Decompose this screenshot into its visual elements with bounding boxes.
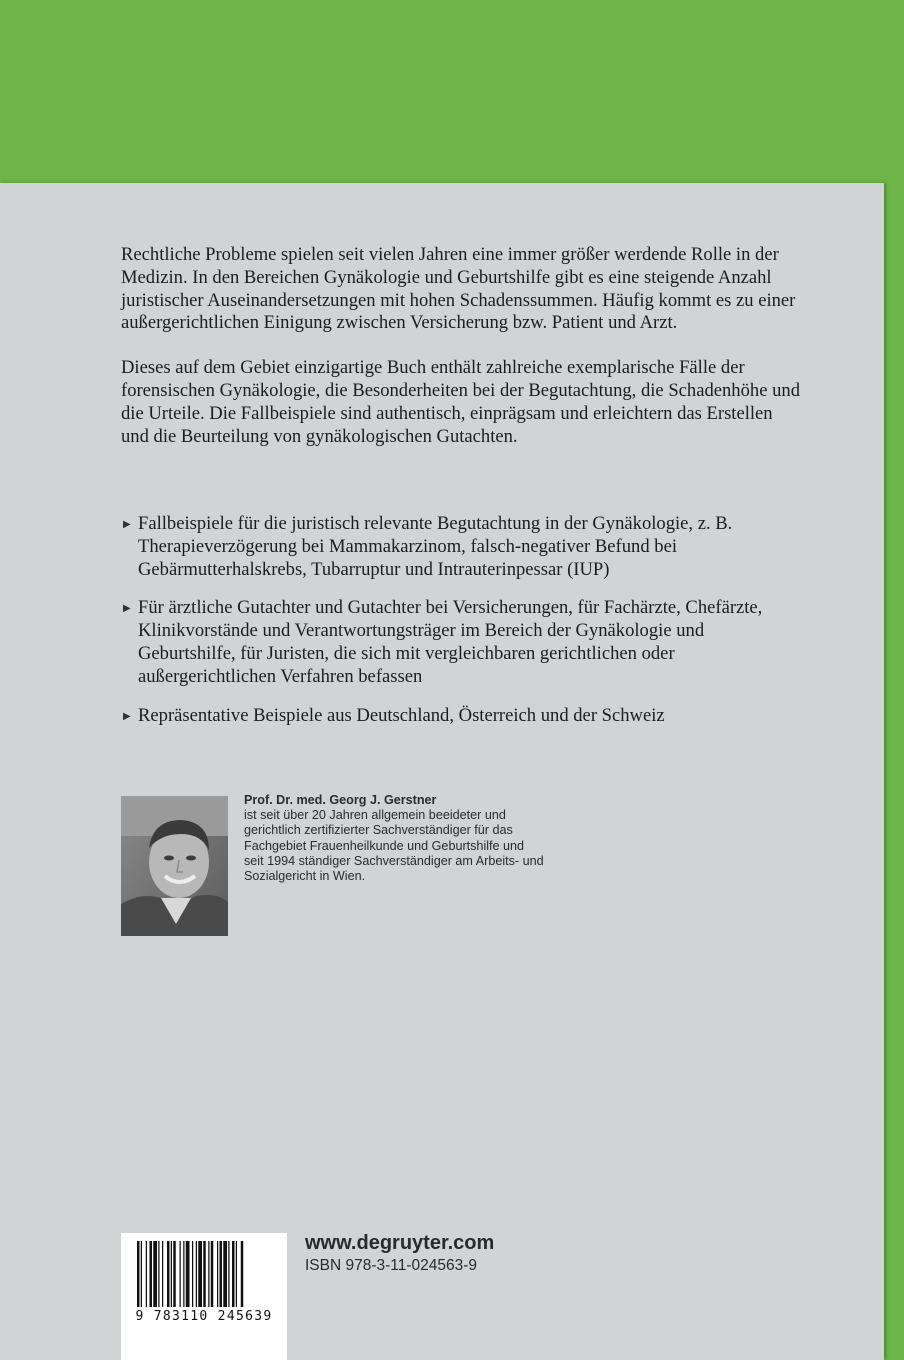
barcode-bar	[162, 1241, 163, 1307]
barcode-bar	[203, 1241, 206, 1307]
barcode-bar	[196, 1241, 197, 1307]
author-name: Prof. Dr. med. Georg J. Gerstner	[244, 793, 437, 807]
barcode-bar	[192, 1241, 193, 1307]
feature-list	[121, 513, 801, 743]
barcode-bar	[198, 1241, 202, 1307]
triangle-bullet-icon: ▶	[123, 603, 131, 615]
barcode-bar	[150, 1241, 153, 1307]
feature-item	[121, 513, 801, 581]
feature-text: Repräsentative Beispiele aus Deutschland, Österreich und der Schweiz	[138, 704, 665, 726]
author-portrait-image	[121, 796, 228, 936]
barcode-bar	[146, 1241, 147, 1307]
barcode-bar	[167, 1241, 170, 1307]
feature-text: Für ärztliche Gutachter und Gutachter bei Versicherungen, für Fachärzte, Chefärzte, Klinikvorstände und Verantwortungsträger im Bereich der Gynäkologie und Geburtshilfe, für Juristen, die sich mit vergleichbaren gerichtlichen oder außergerichtlichen Verfahren befassen	[138, 597, 763, 687]
barcode-bar	[241, 1241, 244, 1307]
isbn-barcode	[121, 1233, 287, 1360]
barcode-bar	[180, 1241, 181, 1307]
barcode-bars	[121, 1233, 287, 1311]
barcode-bar	[236, 1241, 237, 1307]
barcode-bar	[153, 1241, 157, 1307]
barcode-bar	[183, 1241, 184, 1307]
publisher-website[interactable]: www.degruyter.com	[305, 1232, 495, 1254]
author-bio-text: ist seit über 20 Jahren allgemein beeideter und gerichtlich zertifizierter Sachverständiger für das Fachgebiet Frauenheilkunde und Geburtshilfe und seit 1994 ständiger Sachverständiger am Arbeits- und Sozialgericht in Wien.	[244, 808, 544, 884]
blurb-intro	[121, 244, 801, 470]
author-photo	[121, 796, 228, 936]
barcode-bar	[158, 1241, 159, 1307]
barcode-bar	[220, 1241, 223, 1307]
barcode-bar	[137, 1241, 140, 1307]
triangle-bullet-icon: ▶	[123, 710, 131, 722]
barcode-bar	[211, 1241, 214, 1307]
feature-text: Fallbeispiele für die juristisch relevante Begutachtung in der Gynäkologie, z. B. Therapieverzögerung bei Mammakarzinom, falsch-negativer Befund bei Gebärmutterhalskrebs, Tubarruptur und Intrauterinpessar (IUP)	[138, 513, 733, 580]
barcode-bar	[228, 1241, 229, 1307]
barcode-bar	[141, 1241, 142, 1307]
barcode-bar	[217, 1241, 218, 1307]
blurb-paragraph-2: Dieses auf dem Gebiet einzigartige Buch enthält zahlreiche exemplarische Fälle der forensischen Gynäkologie, die Besonderheiten bei der Begutachtung, die Schadenhöhe und die Urteile. Die Fallbeispiele sind authentisch, einprägsam und erleichtern das Erstellen und die Beurteilung von gynäkologischen Gutachten.	[121, 357, 800, 447]
barcode-bar	[208, 1241, 209, 1307]
barcode-bar	[232, 1241, 235, 1307]
author-bio	[244, 793, 544, 884]
isbn-number: ISBN 978-3-11-024563-9	[305, 1257, 478, 1274]
barcode-bar	[223, 1241, 227, 1307]
feature-item	[121, 597, 801, 688]
triangle-bullet-icon: ▶	[123, 519, 131, 530]
barcode-digits: 9 783110 245639	[135, 1309, 273, 1324]
feature-item	[121, 705, 801, 728]
blurb-paragraph-1: Rechtliche Probleme spielen seit vielen Jahren eine immer größer werdende Rolle in der Medizin. In den Bereichen Gynäkologie und Geburtshilfe gibt es eine steigende Anzahl juristischer Auseinandersetzungen mit hohen Schadenssummen. Häufig kommt es zu einer außergerichtlichen Einigung zwischen Versicherung bzw. Patient und Arzt.	[121, 244, 796, 334]
barcode-bar	[171, 1241, 172, 1307]
barcode-bar	[173, 1241, 176, 1307]
barcode-bar	[186, 1241, 190, 1307]
